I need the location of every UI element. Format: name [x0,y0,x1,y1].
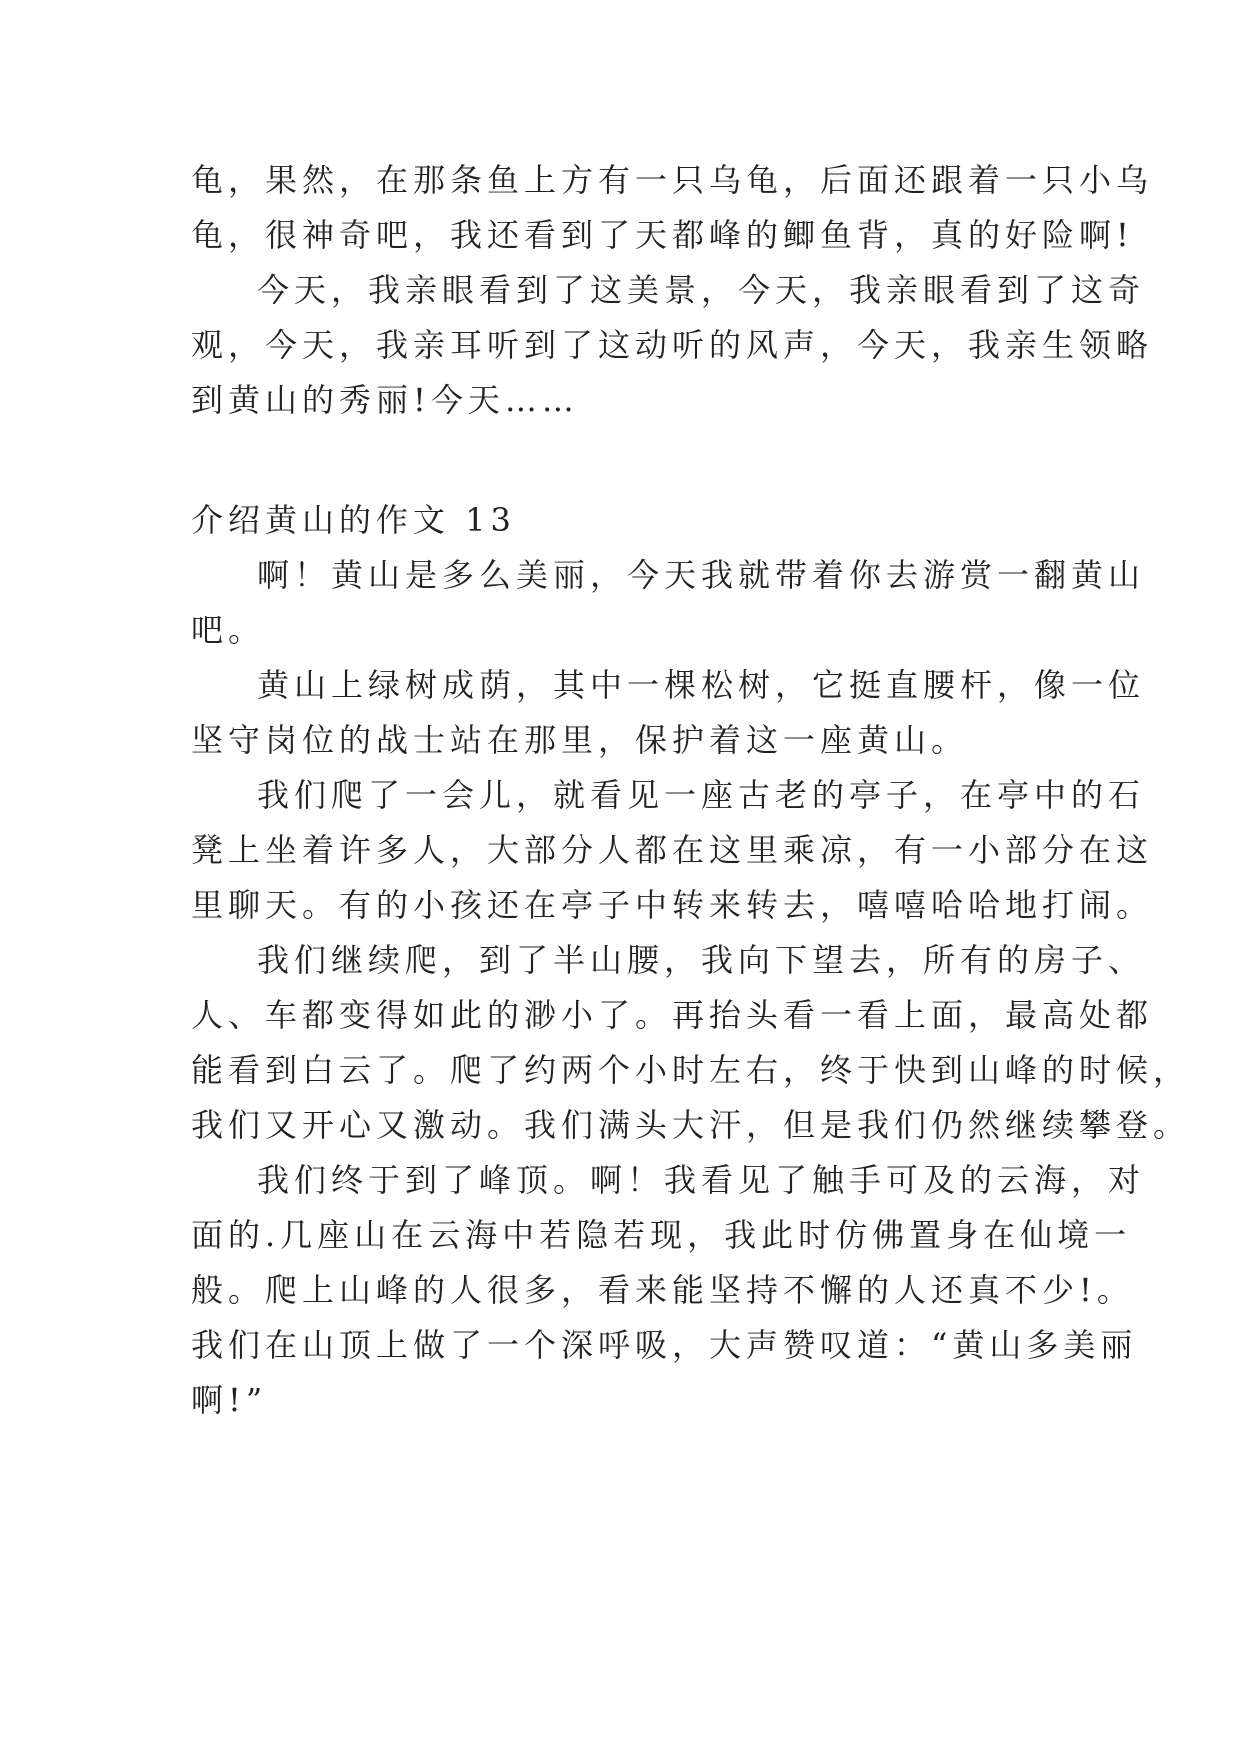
paragraph-start-line: 我们终于到了峰顶。啊！我看见了触手可及的云海，对 [257,1161,1146,1199]
paragraph-start-line: 啊！黄山是多么美丽，今天我就带着你去游赏一翻黄山 [257,556,1146,594]
paragraph-start-line: 黄山上绿树成荫，其中一棵松树，它挺直腰杆，像一位 [257,666,1146,704]
text-line: 到黄山的秀丽!今天…… [191,381,579,419]
section-heading: 介绍黄山的作文 13 [191,501,516,539]
text-line: 凳上坐着许多人，大部分人都在这里乘凉，有一小部分在这 [191,831,1154,869]
text-line: 人、车都变得如此的渺小了。再抬头看一看上面，最高处都 [191,996,1154,1034]
text-line: 啊!” [191,1381,268,1419]
text-line: 龟，很神奇吧，我还看到了天都峰的鲫鱼背，真的好险啊! [191,216,1134,254]
text-line: 吧。 [191,611,266,649]
text-line: 能看到白云了。爬了约两个小时左右，终于快到山峰的时候， [191,1051,1191,1089]
text-line: 里聊天。有的小孩还在亭子中转来转去，嘻嘻哈哈地打闹。 [191,886,1154,924]
paragraph-start-line: 我们爬了一会儿，就看见一座古老的亭子，在亭中的石 [257,776,1146,814]
paragraph-start-line: 我们继续爬，到了半山腰，我向下望去，所有的房子、 [257,941,1146,979]
text-line: 般。爬上山峰的人很多，看来能坚持不懈的人还真不少!。 [191,1271,1134,1309]
text-line: 我们又开心又激动。我们满头大汗，但是我们仍然继续攀登。 [191,1106,1191,1144]
text-line: 观，今天，我亲耳听到了这动听的风声，今天，我亲生领略 [191,326,1154,364]
text-line: 龟，果然，在那条鱼上方有一只乌龟，后面还跟着一只小乌 [191,161,1154,199]
text-line: 我们在山顶上做了一个深呼吸，大声赞叹道：“黄山多美丽 [191,1326,1138,1364]
text-line: 面的.几座山在云海中若隐若现，我此时仿佛置身在仙境一 [191,1216,1132,1254]
text-line: 坚守岗位的战士站在那里，保护着这一座黄山。 [191,721,969,759]
paragraph-start-line: 今天，我亲眼看到了这美景，今天，我亲眼看到了这奇 [257,271,1146,309]
